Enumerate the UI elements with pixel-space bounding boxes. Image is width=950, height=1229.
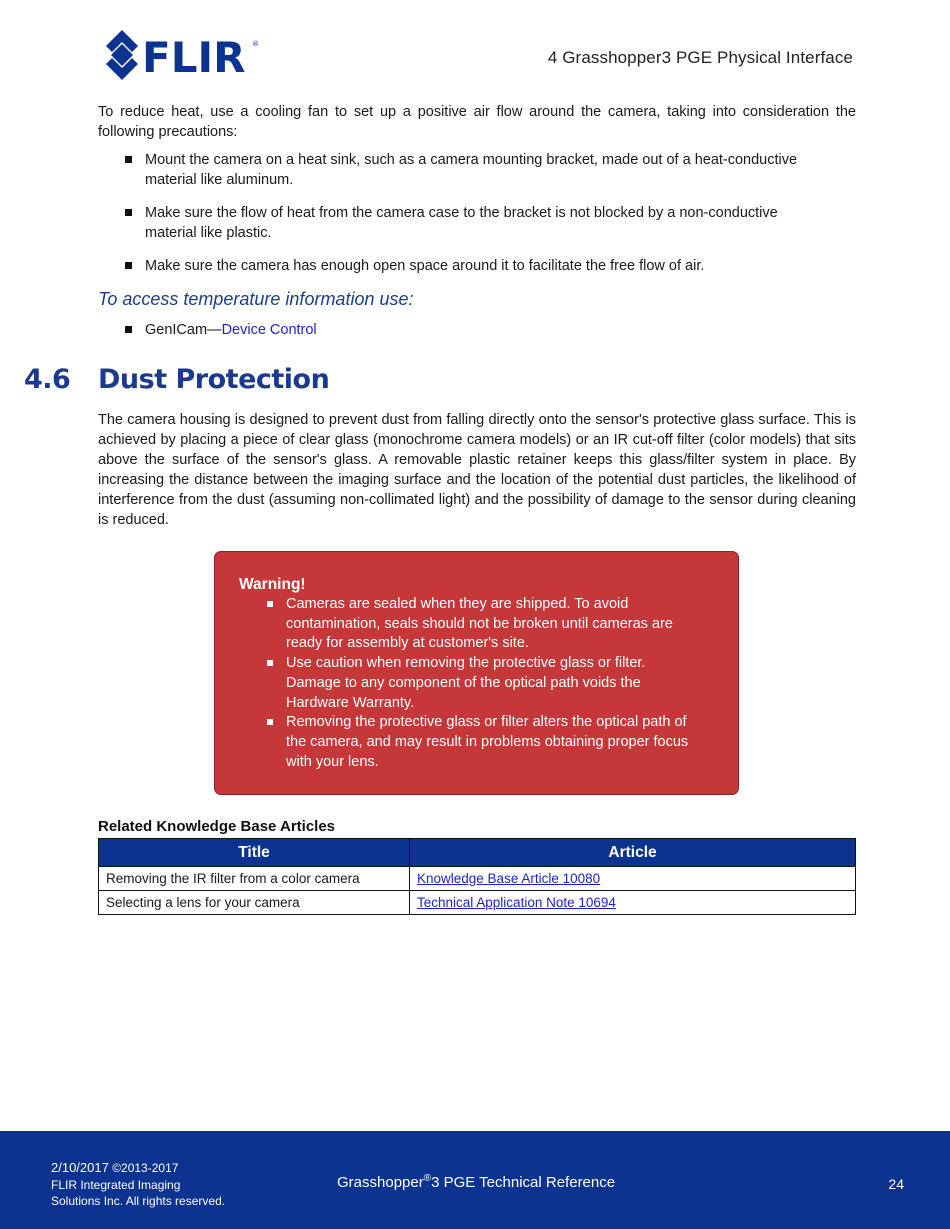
warning-title: Warning! (239, 576, 306, 593)
footer-document-title (337, 1173, 615, 1191)
warning-item: Cameras are sealed when they are shipped. To avoid contamination, seals should not be broken until cameras are ready for assembly at customer's site. (239, 595, 714, 654)
table-header-row (99, 839, 856, 867)
page-number: 24 (888, 1176, 904, 1192)
kb-table (98, 838, 856, 915)
temperature-list (98, 320, 856, 340)
registered-mark: ® (423, 1173, 432, 1184)
footer-product: Grasshopper (337, 1174, 424, 1191)
section-heading (24, 364, 329, 395)
warning-box (214, 551, 739, 795)
kb-row-article (410, 891, 856, 915)
kb-row-title: Removing the IR filter from a color camera (99, 867, 410, 891)
footer-company-line2: Solutions Inc. All rights reserved. (51, 1194, 226, 1208)
main-content (98, 102, 856, 353)
list-item (98, 320, 856, 340)
section-body (98, 410, 856, 530)
dust-paragraph: The camera housing is designed to prevent dust from falling directly onto the sensor's protective glass surface. This is achieved by placing a piece of clear glass (monochrome camera models) or an IR cut-off filter (color models) that sits above the surface of the sensor's glass. A removable plastic retainer keeps this glass/filter system in place. By increasing the distance between the imaging surface and the location of the potential dust particles, the likelihood of interference from the dust (assuming non-collimated light) and the possibility of damage to the sensor during cleaning is reduced. (98, 412, 856, 528)
kb-article-link[interactable]: Technical Application Note 10694 (417, 895, 616, 910)
table-row (99, 867, 856, 891)
svg-text:FLIR: FLIR (142, 33, 246, 82)
kb-article-link[interactable]: Knowledge Base Article 10080 (417, 871, 601, 886)
section-title: Dust Protection (98, 364, 330, 395)
list-item: Make sure the camera has enough open space around it to facilitate the free flow of air. (98, 256, 856, 276)
device-control-link[interactable]: Device Control (221, 322, 317, 338)
column-header-article: Article (410, 839, 856, 867)
precaution-list (98, 150, 856, 276)
svg-text:®: ® (252, 40, 259, 48)
warning-item: Use caution when removing the protective glass or filter. Damage to any component of the optical path voids the Hardware Warranty. (239, 654, 714, 713)
list-item: Mount the camera on a heat sink, such as a camera mounting bracket, made out of a heat-conductive material like aluminum. (98, 150, 856, 190)
warning-item: Removing the protective glass or filter alters the optical path of the camera, and may result in problems obtaining proper focus with your lens. (239, 713, 714, 772)
section-number: 4.6 (24, 364, 71, 395)
footer-copyright (51, 1160, 225, 1210)
warning-list (239, 595, 714, 772)
flir-logo (104, 28, 264, 82)
footer-company-line1: FLIR Integrated Imaging (51, 1177, 181, 1192)
temperature-subheading: To access temperature information use: (98, 289, 414, 309)
intro-paragraph: To reduce heat, use a cooling fan to set up a positive air flow around the camera, taking into consideration the following precautions: (98, 104, 856, 140)
footer-copyright-years: ©2013-2017 (112, 1161, 179, 1175)
column-header-title: Title (99, 839, 410, 867)
kb-row-article (410, 867, 856, 891)
footer-product-rest: 3 PGE Technical Reference (431, 1174, 616, 1191)
genicam-label: GenICam— (145, 322, 222, 338)
page-footer (0, 1131, 950, 1229)
running-header: 4 Grasshopper3 PGE Physical Interface (547, 48, 853, 67)
footer-date: 2/10/2017 (51, 1160, 109, 1175)
kb-row-title: Selecting a lens for your camera (99, 891, 410, 915)
table-row (99, 891, 856, 915)
list-item: Make sure the flow of heat from the camera case to the bracket is not blocked by a non-conductive material like plastic. (98, 203, 856, 243)
kb-heading: Related Knowledge Base Articles (98, 818, 336, 835)
